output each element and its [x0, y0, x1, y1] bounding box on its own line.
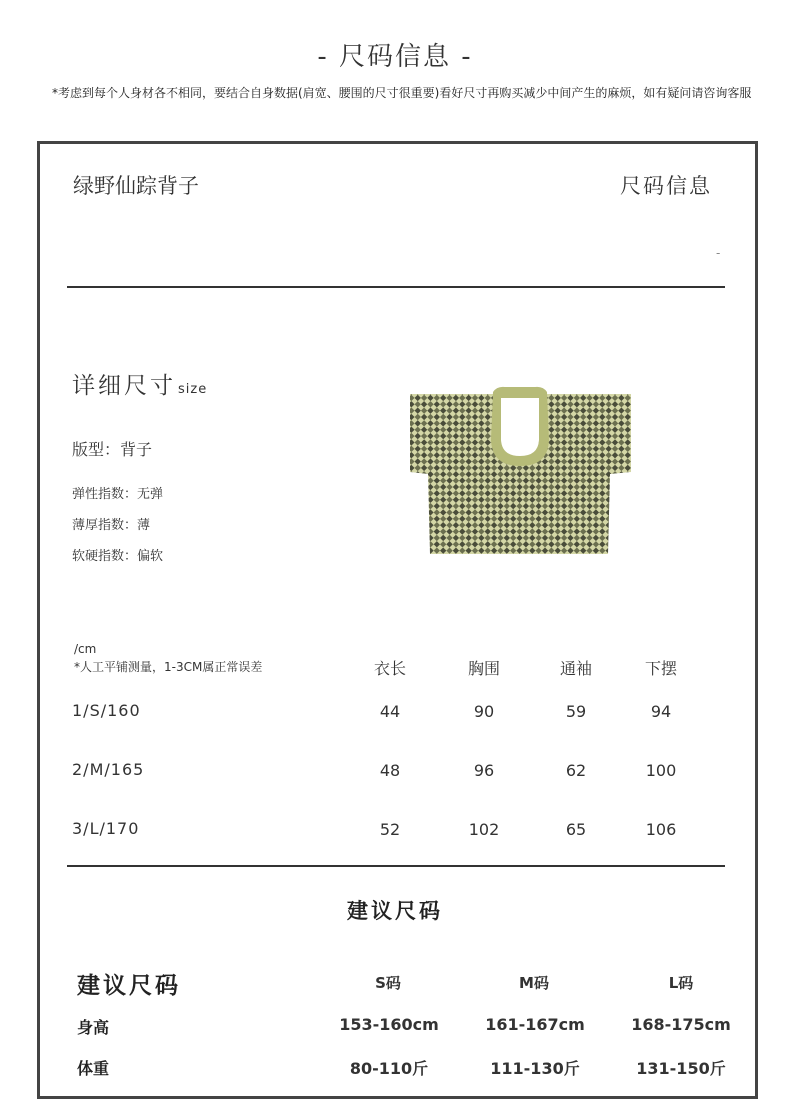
softness-attr: 软硬指数：偏软: [72, 549, 164, 564]
detail-size-title: [72, 367, 207, 400]
column-header-sleeve: 通袖: [559, 659, 592, 678]
elasticity-attr: 弹性指数：无弹: [72, 487, 164, 502]
column-header-length: 衣长: [373, 659, 406, 678]
recommend-label: 建议尺码: [77, 973, 181, 999]
garment-image: [405, 382, 635, 562]
table-cell: 106: [645, 820, 677, 839]
table-cell: 65: [565, 820, 587, 839]
recommend-column-m: M码: [519, 974, 549, 992]
recommend-column-l: L码: [668, 974, 694, 992]
card-heading: 尺码信息: [620, 174, 712, 198]
table-row-size-label: 3/L/170: [72, 819, 140, 838]
recommend-cell: 153-160cm: [339, 1015, 439, 1034]
measure-note: *人工平铺测量，1-3CM属正常误差: [74, 660, 263, 674]
divider-bottom: [67, 865, 725, 867]
size-notice: *考虑到每个人身材各不相同，要结合自身数据(肩宽、腰围的尺寸很重要)看好尺寸再购买减少中间产生的麻烦，如有疑问请咨询客服: [52, 86, 752, 100]
recommend-cell: 111-130斤: [490, 1059, 580, 1078]
table-cell: 94: [650, 702, 672, 721]
recommend-cell: 80-110斤: [349, 1059, 429, 1078]
unit-label: /cm: [74, 642, 97, 656]
detail-size-title-text: 详细尺寸: [72, 373, 176, 399]
recommend-column-s: S码: [375, 974, 401, 992]
table-cell: 96: [473, 761, 495, 780]
table-cell: 102: [468, 820, 500, 839]
recommend-cell: 131-150斤: [636, 1059, 726, 1078]
fit-type: 版型：背子: [72, 440, 153, 459]
dash-mark: -: [716, 246, 721, 260]
thickness-attr: 薄厚指数：薄: [72, 518, 151, 533]
table-row-size-label: 2/M/165: [72, 760, 145, 779]
table-row-size-label: 1/S/160: [72, 701, 141, 720]
recommend-row-height-label: 身高: [77, 1018, 110, 1037]
product-name: 绿野仙踪背子: [73, 174, 199, 198]
recommend-section-heading: 建议尺码: [347, 899, 443, 923]
table-cell: 100: [645, 761, 677, 780]
page-title: - 尺码信息 -: [317, 42, 473, 72]
size-card-frame: [37, 141, 758, 1099]
column-header-hem: 下摆: [644, 659, 677, 678]
table-cell: 48: [379, 761, 401, 780]
recommend-row-weight-label: 体重: [77, 1059, 110, 1078]
detail-size-title-sub: size: [178, 382, 208, 397]
table-cell: 44: [379, 702, 401, 721]
table-cell: 62: [565, 761, 587, 780]
recommend-cell: 161-167cm: [485, 1015, 585, 1034]
table-cell: 52: [379, 820, 401, 839]
recommend-cell: 168-175cm: [631, 1015, 731, 1034]
table-cell: 59: [565, 702, 587, 721]
divider-top: [67, 286, 725, 288]
table-cell: 90: [473, 702, 495, 721]
column-header-chest: 胸围: [467, 659, 500, 678]
